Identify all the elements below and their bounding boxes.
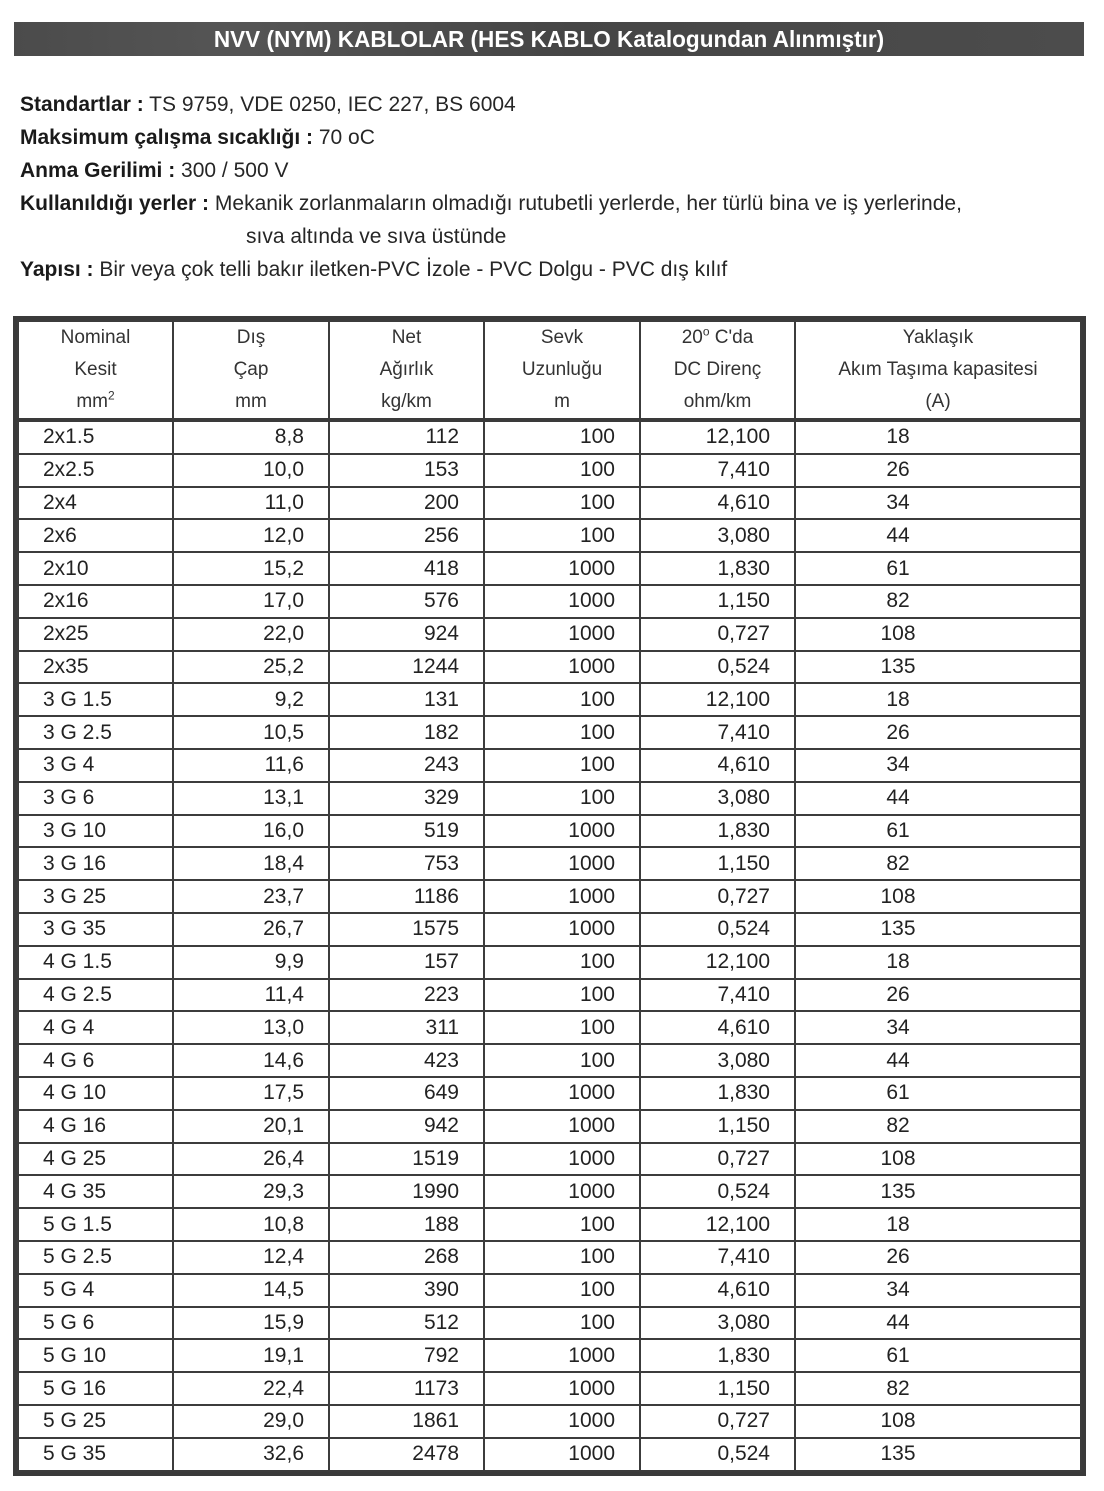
cell-length: 100 (484, 1044, 640, 1077)
cell-resistance: 12,100 (640, 946, 795, 979)
cell-resistance: 7,410 (640, 979, 795, 1012)
cell-capacity: 61 (795, 1339, 1081, 1372)
header-line: Dış (236, 327, 266, 348)
cell-weight: 153 (329, 454, 484, 487)
cell-capacity: 135 (795, 651, 1081, 684)
cell-section: 3 G 10 (18, 815, 173, 848)
cell-resistance: 0,727 (640, 618, 795, 651)
cell-length: 100 (484, 1307, 640, 1340)
table-row (18, 946, 1081, 979)
spec-max-temp (20, 121, 1090, 154)
table-row (18, 1307, 1081, 1340)
table-row (18, 1110, 1081, 1143)
cell-section: 5 G 2.5 (18, 1241, 173, 1274)
spec-label: Kullanıldığı yerler : (20, 192, 210, 215)
cell-capacity: 44 (795, 1307, 1081, 1340)
table-row (18, 1011, 1081, 1044)
cell-resistance: 1,150 (640, 847, 795, 880)
header-line (641, 322, 794, 354)
cell-section: 2x35 (18, 651, 173, 684)
cell-weight: 390 (329, 1274, 484, 1307)
cell-weight: 512 (329, 1307, 484, 1340)
cell-weight: 131 (329, 683, 484, 716)
cell-diameter: 14,5 (173, 1274, 329, 1307)
table-body (18, 420, 1081, 1471)
cell-section: 4 G 35 (18, 1175, 173, 1208)
cell-resistance: 4,610 (640, 487, 795, 520)
table-row (18, 420, 1081, 454)
cell-section: 4 G 16 (18, 1110, 173, 1143)
spec-label: Maksimum çalışma sıcaklığı : (20, 126, 313, 149)
cell-section: 2x2.5 (18, 454, 173, 487)
cell-resistance: 1,150 (640, 1110, 795, 1143)
table-row (18, 1438, 1081, 1471)
cell-section: 5 G 10 (18, 1339, 173, 1372)
table-row (18, 749, 1081, 782)
cell-resistance: 0,524 (640, 1175, 795, 1208)
cell-resistance: 0,524 (640, 1438, 795, 1471)
cell-length: 100 (484, 487, 640, 520)
cell-length: 1000 (484, 913, 640, 946)
cell-section: 5 G 16 (18, 1372, 173, 1405)
cell-resistance: 0,727 (640, 1405, 795, 1438)
spec-usage (20, 187, 1090, 220)
cell-capacity: 34 (795, 487, 1081, 520)
cell-length: 1000 (484, 847, 640, 880)
cell-diameter: 12,4 (173, 1241, 329, 1274)
cell-section: 2x10 (18, 552, 173, 585)
cell-diameter: 23,7 (173, 880, 329, 913)
header-line: Ağırlık (379, 359, 434, 380)
cell-length: 100 (484, 420, 640, 454)
header-line: ohm/km (683, 391, 752, 412)
cell-length: 100 (484, 1241, 640, 1274)
cell-length: 100 (484, 716, 640, 749)
header-line: Net (391, 327, 422, 348)
cell-weight: 649 (329, 1077, 484, 1110)
table-row (18, 716, 1081, 749)
cell-capacity: 108 (795, 618, 1081, 651)
spec-structure (20, 253, 1090, 286)
cell-resistance: 3,080 (640, 519, 795, 552)
cell-resistance: 4,610 (640, 1011, 795, 1044)
cell-diameter: 29,0 (173, 1405, 329, 1438)
cell-capacity: 34 (795, 749, 1081, 782)
cell-section: 5 G 35 (18, 1438, 173, 1471)
cell-length: 1000 (484, 1339, 640, 1372)
cell-section: 3 G 1.5 (18, 683, 173, 716)
header-line: Akım Taşıma kapasitesi (838, 359, 1038, 380)
cell-resistance: 4,610 (640, 1274, 795, 1307)
cell-diameter: 19,1 (173, 1339, 329, 1372)
table-row (18, 1241, 1081, 1274)
cell-weight: 1519 (329, 1143, 484, 1176)
cell-section: 5 G 25 (18, 1405, 173, 1438)
cell-section: 3 G 25 (18, 880, 173, 913)
table-row (18, 1405, 1081, 1438)
cell-capacity: 26 (795, 716, 1081, 749)
header-line: Uzunluğu (521, 359, 603, 380)
cell-resistance: 1,830 (640, 1339, 795, 1372)
spec-value: sıva altında ve sıva üstünde (246, 225, 507, 248)
spec-usage-cont (20, 220, 1090, 253)
cell-resistance: 0,524 (640, 651, 795, 684)
cell-section: 5 G 6 (18, 1307, 173, 1340)
cell-weight: 329 (329, 782, 484, 815)
cell-weight: 112 (329, 420, 484, 454)
cell-diameter: 11,6 (173, 749, 329, 782)
table-row (18, 651, 1081, 684)
cell-capacity: 82 (795, 585, 1081, 618)
cell-section: 2x4 (18, 487, 173, 520)
cell-diameter: 13,1 (173, 782, 329, 815)
cell-section: 3 G 35 (18, 913, 173, 946)
table-row (18, 1274, 1081, 1307)
cell-section: 4 G 1.5 (18, 946, 173, 979)
cell-capacity: 61 (795, 815, 1081, 848)
table-row (18, 487, 1081, 520)
cell-resistance: 3,080 (640, 1307, 795, 1340)
title-bar (14, 22, 1084, 56)
cell-capacity: 82 (795, 1110, 1081, 1143)
table-row (18, 1372, 1081, 1405)
spec-voltage (20, 154, 1090, 187)
cell-length: 1000 (484, 552, 640, 585)
cell-length: 1000 (484, 1175, 640, 1208)
cell-capacity: 26 (795, 1241, 1081, 1274)
cell-capacity: 108 (795, 1143, 1081, 1176)
cell-length: 100 (484, 1208, 640, 1241)
cell-length: 1000 (484, 1438, 640, 1471)
header-line: (A) (925, 391, 951, 412)
cell-resistance: 3,080 (640, 1044, 795, 1077)
table-row (18, 552, 1081, 585)
cell-capacity: 135 (795, 1175, 1081, 1208)
cell-diameter: 8,8 (173, 420, 329, 454)
cable-spec-table (17, 320, 1082, 1472)
spec-label: Standartlar : (20, 93, 144, 116)
header-outer-diameter (173, 321, 329, 420)
cell-length: 1000 (484, 1077, 640, 1110)
cell-resistance: 0,727 (640, 1143, 795, 1176)
cell-section: 4 G 25 (18, 1143, 173, 1176)
cell-capacity: 108 (795, 1405, 1081, 1438)
cell-weight: 423 (329, 1044, 484, 1077)
cell-length: 100 (484, 519, 640, 552)
cell-diameter: 10,5 (173, 716, 329, 749)
cell-capacity: 18 (795, 1208, 1081, 1241)
cell-weight: 311 (329, 1011, 484, 1044)
cell-section: 5 G 4 (18, 1274, 173, 1307)
cell-section: 5 G 1.5 (18, 1208, 173, 1241)
cell-weight: 182 (329, 716, 484, 749)
cell-capacity: 44 (795, 519, 1081, 552)
cell-weight: 188 (329, 1208, 484, 1241)
spec-value: 70 oC (318, 126, 375, 149)
cell-diameter: 12,0 (173, 519, 329, 552)
cell-length: 100 (484, 1274, 640, 1307)
cell-section: 2x6 (18, 519, 173, 552)
cell-diameter: 15,2 (173, 552, 329, 585)
cell-diameter: 20,1 (173, 1110, 329, 1143)
cell-capacity: 44 (795, 1044, 1081, 1077)
cell-section: 3 G 16 (18, 847, 173, 880)
cell-diameter: 26,7 (173, 913, 329, 946)
cell-resistance: 12,100 (640, 683, 795, 716)
cell-capacity: 135 (795, 913, 1081, 946)
cell-length: 1000 (484, 1143, 640, 1176)
table-row (18, 782, 1081, 815)
cell-capacity: 82 (795, 847, 1081, 880)
cell-diameter: 22,4 (173, 1372, 329, 1405)
table-row (18, 1143, 1081, 1176)
cell-weight: 1244 (329, 651, 484, 684)
cell-length: 100 (484, 946, 640, 979)
cell-resistance: 1,150 (640, 585, 795, 618)
cell-resistance: 4,610 (640, 749, 795, 782)
table-row (18, 1208, 1081, 1241)
cell-capacity: 18 (795, 683, 1081, 716)
cell-diameter: 18,4 (173, 847, 329, 880)
degree-symbol: o (702, 324, 710, 339)
cell-resistance: 1,830 (640, 552, 795, 585)
cell-weight: 792 (329, 1339, 484, 1372)
cell-capacity: 108 (795, 880, 1081, 913)
cell-diameter: 10,0 (173, 454, 329, 487)
cell-diameter: 9,9 (173, 946, 329, 979)
cell-section: 3 G 6 (18, 782, 173, 815)
cell-resistance: 7,410 (640, 1241, 795, 1274)
header-dc-resistance (640, 321, 795, 420)
header-line: Çap (233, 359, 269, 380)
cell-resistance: 7,410 (640, 716, 795, 749)
header-temp-unit: C'da (709, 327, 754, 348)
cell-weight: 256 (329, 519, 484, 552)
cell-weight: 1575 (329, 913, 484, 946)
header-line: mm (235, 391, 267, 412)
header-unit: mm (76, 391, 108, 412)
cell-length: 1000 (484, 585, 640, 618)
cell-weight: 1861 (329, 1405, 484, 1438)
cell-length: 1000 (484, 1405, 640, 1438)
cell-length: 100 (484, 979, 640, 1012)
cell-length: 1000 (484, 618, 640, 651)
cell-diameter: 9,2 (173, 683, 329, 716)
header-net-weight (329, 321, 484, 420)
cell-weight: 268 (329, 1241, 484, 1274)
cell-length: 1000 (484, 1372, 640, 1405)
cell-capacity: 61 (795, 1077, 1081, 1110)
header-line: Sevk (540, 327, 584, 348)
cell-capacity: 61 (795, 552, 1081, 585)
cell-diameter: 29,3 (173, 1175, 329, 1208)
header-shipping-length (484, 321, 640, 420)
table-row (18, 913, 1081, 946)
header-line: Yaklaşık (902, 327, 974, 348)
cell-diameter: 26,4 (173, 1143, 329, 1176)
cell-resistance: 1,830 (640, 815, 795, 848)
cell-capacity: 18 (795, 420, 1081, 454)
cell-capacity: 135 (795, 1438, 1081, 1471)
header-line: Kesit (74, 359, 117, 380)
cell-diameter: 11,4 (173, 979, 329, 1012)
table-row (18, 683, 1081, 716)
cell-weight: 1990 (329, 1175, 484, 1208)
cell-capacity: 34 (795, 1011, 1081, 1044)
header-line: Nominal (60, 327, 131, 348)
cell-weight: 418 (329, 552, 484, 585)
spec-label: Yapısı : (20, 258, 94, 281)
cell-diameter: 22,0 (173, 618, 329, 651)
cell-weight: 223 (329, 979, 484, 1012)
cell-capacity: 34 (795, 1274, 1081, 1307)
cell-capacity: 82 (795, 1372, 1081, 1405)
table-row (18, 979, 1081, 1012)
cell-resistance: 0,727 (640, 880, 795, 913)
table-row (18, 454, 1081, 487)
cell-section: 4 G 10 (18, 1077, 173, 1110)
table-row (18, 618, 1081, 651)
table-header-row (18, 321, 1081, 420)
table-row (18, 815, 1081, 848)
table-row (18, 585, 1081, 618)
cell-weight: 942 (329, 1110, 484, 1143)
header-superscript: 2 (107, 388, 115, 403)
cell-diameter: 32,6 (173, 1438, 329, 1471)
cell-length: 1000 (484, 815, 640, 848)
cell-length: 100 (484, 454, 640, 487)
header-line: kg/km (381, 391, 432, 412)
cell-resistance: 7,410 (640, 454, 795, 487)
cell-length: 1000 (484, 651, 640, 684)
cell-diameter: 14,6 (173, 1044, 329, 1077)
cell-length: 1000 (484, 880, 640, 913)
cell-weight: 243 (329, 749, 484, 782)
header-current-capacity (795, 321, 1081, 420)
spec-label: Anma Gerilimi : (20, 159, 176, 182)
table-row (18, 1044, 1081, 1077)
cell-capacity: 26 (795, 454, 1081, 487)
specifications (20, 88, 1090, 286)
cell-diameter: 16,0 (173, 815, 329, 848)
cell-length: 1000 (484, 1110, 640, 1143)
cell-resistance: 12,100 (640, 1208, 795, 1241)
cell-weight: 576 (329, 585, 484, 618)
table-row (18, 847, 1081, 880)
cell-weight: 1173 (329, 1372, 484, 1405)
cell-diameter: 13,0 (173, 1011, 329, 1044)
cell-weight: 753 (329, 847, 484, 880)
cable-table-container (13, 316, 1086, 1476)
cell-diameter: 10,8 (173, 1208, 329, 1241)
spec-value: 300 / 500 V (181, 159, 289, 182)
header-line: DC Direnç (673, 359, 762, 380)
cell-weight: 1186 (329, 880, 484, 913)
cell-section: 3 G 4 (18, 749, 173, 782)
cell-section: 2x16 (18, 585, 173, 618)
spec-value: Bir veya çok telli bakır iletken-PVC İzole - PVC Dolgu - PVC dış kılıf (99, 258, 728, 281)
header-nominal-section (18, 321, 173, 420)
cell-resistance: 0,524 (640, 913, 795, 946)
cell-weight: 200 (329, 487, 484, 520)
cell-length: 100 (484, 683, 640, 716)
cell-capacity: 26 (795, 979, 1081, 1012)
cell-resistance: 12,100 (640, 420, 795, 454)
cell-diameter: 17,0 (173, 585, 329, 618)
cell-diameter: 17,5 (173, 1077, 329, 1110)
cell-resistance: 1,150 (640, 1372, 795, 1405)
cell-capacity: 18 (795, 946, 1081, 979)
cell-length: 100 (484, 749, 640, 782)
page-title: NVV (NYM) KABLOLAR (HES KABLO Katalogundan Alınmıştır) (213, 25, 885, 52)
cell-weight: 2478 (329, 1438, 484, 1471)
cell-diameter: 25,2 (173, 651, 329, 684)
cell-section: 4 G 2.5 (18, 979, 173, 1012)
table-row (18, 1077, 1081, 1110)
table-row (18, 519, 1081, 552)
header-line: m (554, 391, 570, 412)
table-row (18, 1175, 1081, 1208)
cell-resistance: 1,830 (640, 1077, 795, 1110)
cell-length: 100 (484, 1011, 640, 1044)
spec-standards (20, 88, 1090, 121)
cell-diameter: 15,9 (173, 1307, 329, 1340)
cell-section: 3 G 2.5 (18, 716, 173, 749)
cell-weight: 924 (329, 618, 484, 651)
cell-weight: 519 (329, 815, 484, 848)
cell-diameter: 11,0 (173, 487, 329, 520)
cell-weight: 157 (329, 946, 484, 979)
cell-resistance: 3,080 (640, 782, 795, 815)
cell-capacity: 44 (795, 782, 1081, 815)
cell-section: 4 G 4 (18, 1011, 173, 1044)
header-line (19, 386, 172, 418)
cell-length: 100 (484, 782, 640, 815)
header-temp: 20 (681, 327, 703, 348)
spec-value: Mekanik zorlanmaların olmadığı rutubetli yerlerde, her türlü bina ve iş yerlerinde, (214, 192, 962, 215)
table-row (18, 880, 1081, 913)
cell-section: 2x25 (18, 618, 173, 651)
cell-section: 4 G 6 (18, 1044, 173, 1077)
table-row (18, 1339, 1081, 1372)
spec-value: TS 9759, VDE 0250, IEC 227, BS 6004 (149, 93, 516, 116)
cell-section: 2x1.5 (18, 420, 173, 454)
